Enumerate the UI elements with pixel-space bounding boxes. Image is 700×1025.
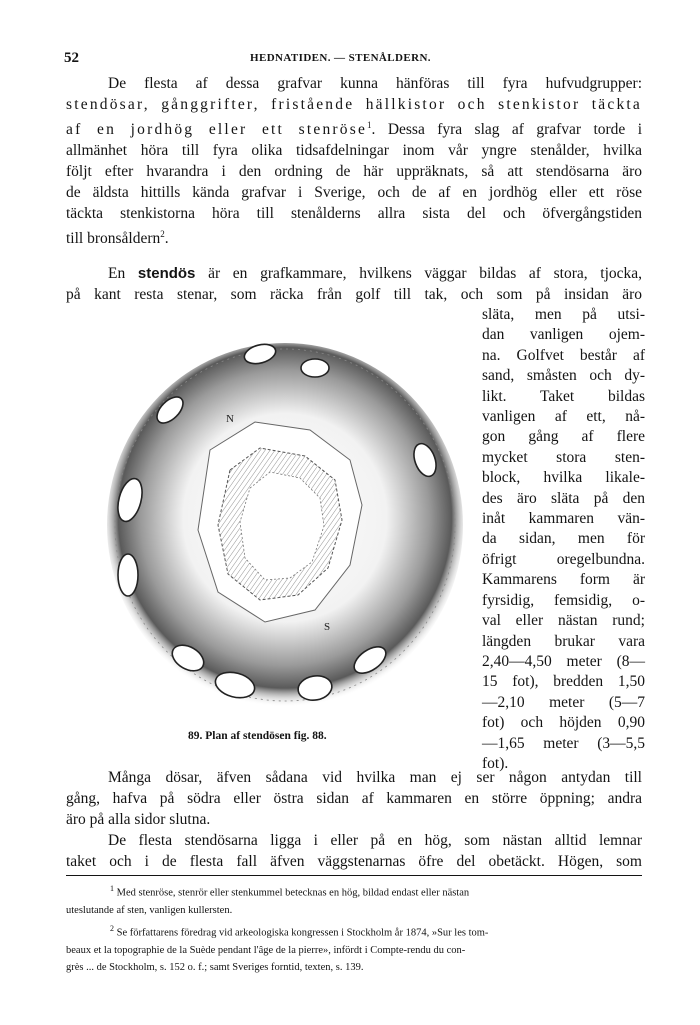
text-line: täckta stenkistorna höra till stenålderns allra sista del och öfvergångstiden bbox=[66, 205, 642, 223]
text-line: af en jordhög eller ett stenröse$^1$. Dessa fyra slag af grafvar torde i bbox=[66, 120, 643, 139]
column-line: —2,10 meter (5—7 bbox=[482, 693, 645, 711]
column-line: inåt kammaren vän- bbox=[482, 510, 645, 528]
column-line: fot) och höjden 0,90 bbox=[482, 714, 645, 732]
footnote-text: grès ... de Stockholm, s. 152 o. f.; samt Sveriges forntid, texten, s. 139. bbox=[66, 962, 364, 973]
kerb-stone bbox=[118, 554, 138, 596]
text-fragment: En bbox=[108, 265, 126, 282]
footnote-1 bbox=[110, 880, 642, 902]
text-line: på kant resta stenar, som räcka från golf till tak, och som på insidan äro bbox=[66, 286, 642, 303]
column-line: mycket stora sten- bbox=[482, 448, 645, 466]
text-line: De flesta af dessa grafvar kunna hänföras till fyra hufvudgrupper: bbox=[108, 75, 642, 92]
footnote-2 bbox=[110, 920, 642, 942]
text-line: stendösar, gånggrifter, fristående hällkistor och stenkistor täckta bbox=[66, 96, 642, 113]
label-north: N bbox=[226, 413, 234, 425]
text-line: gång, hafva på södra eller östra sidan af kammaren en större öppning; andra bbox=[66, 790, 642, 807]
kerb-stone bbox=[301, 359, 329, 377]
column-line: na. Golfvet består af bbox=[482, 346, 645, 364]
text-fragment: Dessa fyra slag af grafvar torde i bbox=[387, 121, 643, 139]
column-line: sand, småsten och dy- bbox=[482, 367, 645, 385]
label-south: S bbox=[324, 621, 331, 633]
term-stendos: stendös bbox=[137, 265, 196, 282]
column-line: släta, men på utsi- bbox=[482, 306, 645, 323]
paragraph-1 bbox=[66, 73, 642, 249]
paragraph-2 bbox=[66, 263, 642, 305]
column-line: fot). bbox=[482, 754, 509, 772]
side-column bbox=[482, 305, 645, 774]
column-line: gon gång af flere bbox=[482, 428, 645, 446]
column-line: Kammarens form är bbox=[482, 571, 645, 589]
text-line: de äldsta hittills kända grafvar i Sverige, och de af en jordhög eller ett röse bbox=[66, 184, 642, 202]
column-line: fyrsidig, femsidig, o- bbox=[482, 591, 645, 609]
column-line: 15 fot), bredden 1,50 bbox=[482, 673, 645, 691]
text-fragment: af en jordhög eller ett stenröse bbox=[66, 121, 368, 139]
column-line: längden brukar vara bbox=[482, 632, 645, 650]
column-line: des äro släta på den bbox=[482, 489, 645, 507]
footnote-text: uteslutande af sten, vanligen kullersten. bbox=[66, 905, 233, 916]
text-line: äro på alla sidor slutna. bbox=[66, 811, 211, 828]
running-head: HEDNATIDEN. — STENÅLDERN. bbox=[250, 52, 431, 64]
text-line: till bronsåldern$^2$. bbox=[66, 229, 169, 248]
text-line: allmänhet höra till fyra olika tidsafdelningar inom vår yngre stenålder, hvilka bbox=[66, 142, 642, 160]
footnote-ref: 2 bbox=[160, 229, 165, 240]
text-line bbox=[66, 263, 642, 284]
footnote-text: Med stenröse, stenrör eller stenkummel betecknas en hög, bildad endast eller nästan bbox=[116, 887, 470, 899]
page-number: 52 bbox=[64, 50, 79, 66]
column-line: —1,65 meter (3—5,5 bbox=[482, 734, 645, 752]
footnote-text: Se författarens föredrag vid arkeologiska kongressen i Stockholm år 1874, »Sur les tom- bbox=[116, 927, 489, 938]
text-fragment: är en grafkammare, hvilkens väggar bildas af stora, tjocka, bbox=[208, 265, 643, 282]
text-line: De flesta stendösarna ligga i eller på en hög, som nästan alltid lemnar bbox=[108, 832, 642, 849]
column-line: val eller nästan rund; bbox=[482, 612, 645, 630]
column-line: 2,40—4,50 meter (8— bbox=[482, 652, 645, 670]
text-fragment: till bronsåldern bbox=[66, 230, 161, 248]
footnote-text: beaux et la topographie de la Suède pendant l'âge de la pierre», infördt i Compte-rendu du con- bbox=[66, 944, 466, 956]
footnote-number: 2 bbox=[110, 923, 114, 933]
dolmen-plan-figure bbox=[100, 330, 480, 720]
column-line: block, hvilka likale- bbox=[482, 469, 645, 487]
column-line: da sidan, men för bbox=[482, 530, 645, 548]
column-line: likt. Taket bildas bbox=[482, 387, 645, 405]
paragraph-4 bbox=[66, 830, 642, 872]
column-line: öfrigt oregelbundna. bbox=[482, 550, 645, 568]
column-line: dan vanligen ojem- bbox=[482, 326, 645, 344]
footnote-divider bbox=[66, 875, 642, 876]
text-line: följt efter hvarandra i den ordning de här uppräknats, så att stendösarna äro bbox=[66, 163, 642, 181]
footnote-ref: 1 bbox=[367, 120, 372, 130]
text-line: taket och i de flesta fall äfven väggstenarnas öfre del obetäckt. Högen, som bbox=[66, 853, 642, 870]
text-line: Många dösar, äfven sådana vid hvilka man ej ser någon antydan till bbox=[108, 769, 642, 786]
paragraph-3 bbox=[66, 767, 642, 830]
footnotes bbox=[66, 880, 642, 977]
figure-caption: 89. Plan af stendösen fig. 88. bbox=[188, 730, 327, 742]
footnote-number: 1 bbox=[110, 884, 114, 893]
column-line: vanligen af ett, nå- bbox=[482, 408, 645, 426]
